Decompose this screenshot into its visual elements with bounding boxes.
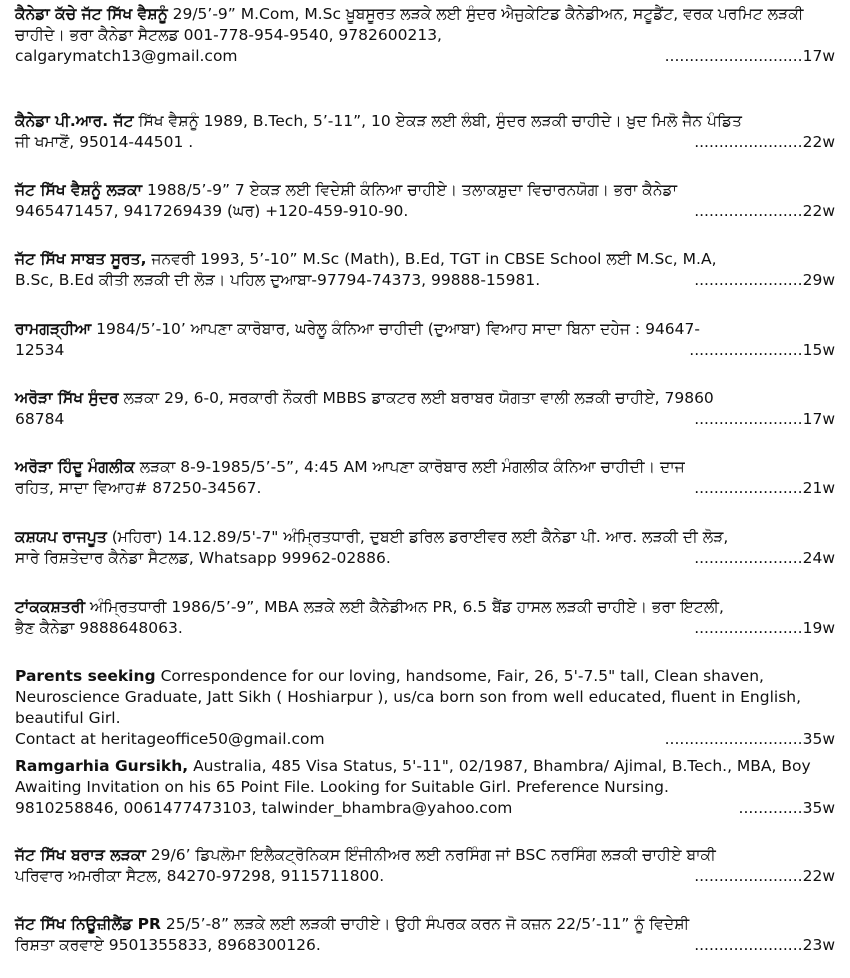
ad-contact: 9810258846, 0061477473103, talwinder_bhambra@yahoo.com: [15, 799, 513, 817]
dot-leader: ......................: [694, 936, 803, 954]
ad-body: 25/5’-8” ਲੜਕੇ ਲਈ ਲੜਕੀ ਚਾਹੀਏ। ਉਹੀ ਸੰਪਰਕ ਕਰਨ ਜੋ ਕਜ਼ਨ 22/5’-11” ਨੂੰ ਵਿਦੇਸ਼ੀ: [165, 915, 690, 933]
ad-code: 19w: [802, 619, 835, 637]
ad-title: ਕਸ਼ਯਪ ਰਾਜਪੂਤ: [15, 528, 107, 546]
ad-body: ਲੜਕਾ 8-9-1985/5’-5”, 4:45 AM ਆਪਣਾ ਕਾਰੋਬਾਰ ਲਈ ਮੰਗਲੀਕ ਕੰਨਿਆ ਚਾਹੀਦੀ। ਦਾਜ: [139, 458, 685, 476]
ad-code: 24w: [802, 549, 835, 567]
ad-title: ਰਾਮਗੜ੍ਹੀਆ: [15, 320, 92, 338]
classified-ad: [15, 597, 835, 639]
ad-body: 1984/5’-10’ ਆਪਣਾ ਕਾਰੋਬਾਰ, ਘਰੇਲੂ ਕੰਨਿਆ ਚਾਹੀਦੀ (ਦੁਆਬਾ) ਵਿਆਹ ਸਾਦਾ ਬਿਨਾ ਦਹੇਜ : 94647-: [96, 320, 700, 338]
ad-contact: 68784: [15, 410, 65, 428]
ad-contact: 9465471457, 9417269439 (ਘਰ) +120-459-910-90.: [15, 202, 409, 220]
dot-leader: ......................: [694, 549, 803, 567]
dot-leader: ......................: [694, 479, 803, 497]
ad-body: 1988/5’-9” 7 ਏਕੜ ਲਈ ਵਿਦੇਸ਼ੀ ਕੰਨਿਆ ਚਾਹੀਏ। ਤਲਾਕਸ਼ੁਦਾ ਵਿਚਾਰਨਯੋਗ। ਭਰਾ ਕੈਨੇਡਾ: [147, 181, 678, 199]
dot-leader: .............: [738, 799, 803, 817]
ad-contact: calgarymatch13@gmail.com: [15, 47, 238, 65]
ad-title: ਜੱਟ ਸਿੱਖ ਸਾਬਤ ਸੂਰਤ,: [15, 250, 147, 268]
dot-leader: ......................: [694, 133, 803, 151]
dot-leader: ......................: [694, 202, 803, 220]
ad-body: 29/6’ ਡਿਪਲੋਮਾ ਇਲੈਕਟ੍ਰੋਨਿਕਸ ਇੰਜੀਨੀਅਰ ਲਈ ਨਰਸਿੰਗ ਜਾਂ BSC ਨਰਸਿੰਗ ਲੜਕੀ ਚਾਹੀਏ ਬਾਕੀ: [150, 846, 716, 864]
classified-ad: [15, 180, 835, 222]
ad-title: ਕੈਨੇਡਾ ਪੀ.ਆਰ. ਜੱਟ: [15, 112, 134, 130]
ad-title: ਟਾਂਕਕਸ਼ਤਰੀ: [15, 598, 85, 616]
ad-body: 29/5’-9” M.Com, M.Sc ਖ਼ੂਬਸੂਰਤ ਲੜਕੇ ਲਈ ਸੁੰਦਰ ਐਜੁਕੇਟਿਡ ਕੈਨੇਡੀਅਨ, ਸਟੂਡੈਂਟ, ਵਰਕ ਪਰਮਿਟ ਲੜਕੀ ਚਾਹੀਦੇ। ਭਰਾ ਕੈਨੇਡਾ ਸੈਟਲਡ 001-778-954-9540, 9782600213,: [15, 5, 804, 44]
ad-title: ਅਰੋੜਾ ਸਿੱਖ ਸੁੰਦਰ: [15, 389, 119, 407]
ad-contact: ਪਰਿਵਾਰ ਅਮਰੀਕਾ ਸੈਟਲ, 84270-97298, 9115711800.: [15, 867, 385, 885]
dot-leader: ............................: [664, 730, 803, 748]
dot-leader: ......................: [694, 619, 803, 637]
ad-title: ਕੈਨੇਡਾ ਕੱਚੇ ਜੱਟ ਸਿੱਖ ਵੈਸ਼ਨੂੰ: [15, 5, 168, 23]
dot-leader: ......................: [694, 867, 803, 885]
ad-code: 29w: [802, 271, 835, 289]
classified-ad: [15, 666, 835, 750]
ad-code: 22w: [802, 202, 835, 220]
ad-contact: Contact at heritageoffice50@gmail.com: [15, 730, 325, 748]
ad-contact: ਜੀ ਖਮਾਣੋਂ, 95014-44501 .: [15, 133, 194, 151]
ad-title: Ramgarhia Gursikh,: [15, 757, 189, 775]
ad-body: ਲੜਕਾ 29, 6-0, ਸਰਕਾਰੀ ਨੌਕਰੀ MBBS ਡਾਕਟਰ ਲਈ ਬਰਾਬਰ ਯੋਗਤਾ ਵਾਲੀ ਲੜਕੀ ਚਾਹੀਏ, 79860: [123, 389, 714, 407]
ad-contact: ਰਹਿਤ, ਸਾਦਾ ਵਿਆਹ# 87250-34567.: [15, 479, 262, 497]
classified-ad: [15, 111, 835, 153]
ad-code: 35w: [802, 730, 835, 748]
ad-body: ਜਨਵਰੀ 1993, 5’-10” M.Sc (Math), B.Ed, TGT in CBSE School ਲਈ M.Sc, M.A,: [151, 250, 717, 268]
ad-body: ਅੰਮ੍ਰਿਤਧਾਰੀ 1986/5’-9”, MBA ਲੜਕੇ ਲਈ ਕੈਨੇਡੀਅਨ PR, 6.5 ਬੈਂਡ ਹਾਸਲ ਲੜਕੀ ਚਾਹੀਏ। ਭਰਾ ਇਟਲੀ,: [89, 598, 724, 616]
dot-leader: ......................: [694, 410, 803, 428]
classified-ad: [15, 756, 835, 819]
classified-ad: [15, 249, 835, 291]
classified-ad: [15, 527, 835, 569]
dot-leader: ......................: [694, 271, 803, 289]
dot-leader: ............................: [664, 47, 803, 65]
ad-code: 23w: [802, 936, 835, 954]
classified-ad: [15, 457, 835, 499]
ad-code: 17w: [802, 410, 835, 428]
ad-contact: 12534: [15, 341, 65, 359]
dot-leader: .......................: [689, 341, 803, 359]
ad-code: 17w: [802, 47, 835, 65]
ad-title: ਜੱਟ ਸਿੱਖ ਵੈਸ਼ਨੂੰ ਲੜਕਾ: [15, 181, 143, 199]
ad-code: 22w: [802, 133, 835, 151]
ad-title: ਜੱਟ ਸਿੱਖ ਬਰਾੜ ਲੜਕਾ: [15, 846, 146, 864]
ad-contact: ਸਾਰੇ ਰਿਸ਼ਤੇਦਾਰ ਕੈਨੇਡਾ ਸੈਟਲਡ, Whatsapp 99962-02886.: [15, 549, 391, 567]
classified-ad: [15, 388, 835, 430]
ad-contact: B.Sc, B.Ed ਕੀਤੀ ਲੜਕੀ ਦੀ ਲੋੜ। ਪਹਿਲ ਦੁਆਬਾ-97794-74373, 99888-15981.: [15, 271, 541, 289]
ad-code: 35w: [802, 799, 835, 817]
ad-code: 21w: [802, 479, 835, 497]
classified-ad: [15, 319, 835, 361]
ad-title: ਅਰੋੜਾ ਹਿੰਦੂ ਮੰਗਲੀਕ: [15, 458, 135, 476]
ad-code: 15w: [802, 341, 835, 359]
ad-body: (ਮਹਿਰਾ) 14.12.89/5'-7" ਅੰਮ੍ਰਿਤਧਾਰੀ, ਦੁਬਈ ਡਰਿਲ ਡਰਾਈਵਰ ਲਈ ਕੈਨੇਡਾ ਪੀ. ਆਰ. ਲੜਕੀ ਦੀ ਲੋੜ,: [111, 528, 729, 546]
ad-title: ਜੱਟ ਸਿੱਖ ਨਿਊਜ਼ੀਲੈਂਡ PR: [15, 915, 161, 933]
ad-title: Parents seeking: [15, 667, 156, 685]
ad-contact: ਰਿਸ਼ਤਾ ਕਰਵਾਏ 9501355833, 8968300126.: [15, 936, 321, 954]
ad-body: Australia, 485 Visa Status, 5'-11", 02/1987, Bhambra/ Ajimal, B.Tech., MBA, Boy Awaiting Invitation on his 65 Point File. Looking for Suitable Girl. Preference Nursing.: [15, 757, 811, 796]
classified-ad: [15, 845, 835, 887]
classified-ad: [15, 4, 835, 67]
ad-body: ਸਿੱਖ ਵੈਸ਼ਨੂੰ 1989, B.Tech, 5’-11”, 10 ਏਕੜ ਲਈ ਲੰਬੀ, ਸੁੰਦਰ ਲੜਕੀ ਚਾਹੀਦੇ। ਖ਼ੁਦ ਮਿਲੋ ਜੈਨ ਪੰਡਿਤ: [138, 112, 742, 130]
ad-contact: ਭੈਣ ਕੈਨੇਡਾ 9888648063.: [15, 619, 183, 637]
ad-body: Correspondence for our loving, handsome, Fair, 26, 5'-7.5" tall, Clean shaven, Neuroscience Graduate, Jatt Sikh ( Hoshiarpur ), us/ca born son from well educated, fluent in English, beautiful Girl.: [15, 667, 802, 727]
ad-code: 22w: [802, 867, 835, 885]
classified-ad: [15, 914, 835, 956]
